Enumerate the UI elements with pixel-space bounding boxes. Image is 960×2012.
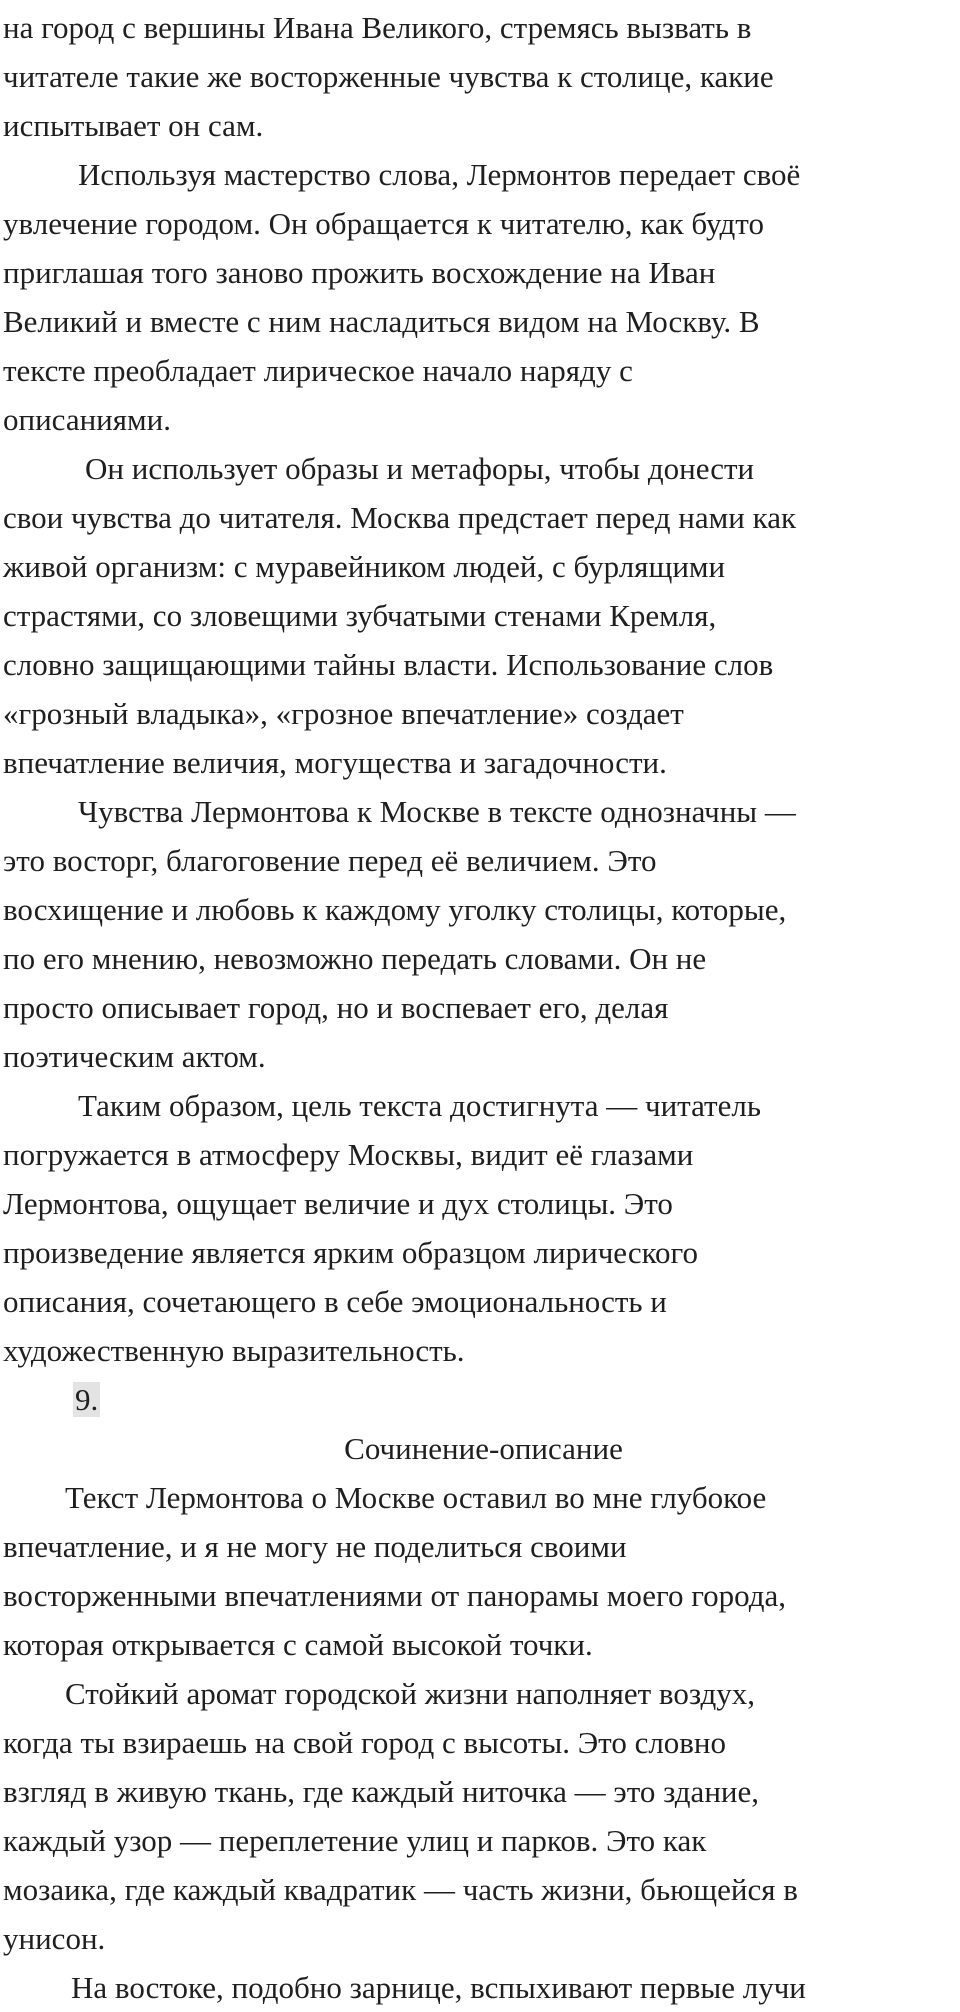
document-text [3, 3, 958, 2012]
text-line: по его мнению, невозможно передать словами. Он не [3, 941, 707, 976]
text-line: впечатление величия, могущества и загадочности. [3, 745, 667, 780]
text-line: испытывает он сам. [3, 108, 264, 143]
text-line: взгляд в живую ткань, где каждый ниточка — это здание, [3, 1774, 760, 1809]
essay-paragraph [3, 1963, 958, 2012]
essay-paragraph [3, 1473, 958, 1669]
text-line: «грозный владыка», «грозное впечатление» создает [3, 696, 684, 731]
text-line: словно защищающими тайны власти. Использование слов [3, 647, 774, 682]
text-line: погружается в атмосферу Москвы, видит её глазами [3, 1137, 694, 1172]
text-line: на город с вершины Ивана Великого, стремясь вызвать в [3, 10, 752, 45]
text-line: восхищение и любовь к каждому уголку столицы, которые, [3, 892, 787, 927]
text-line: Лермонтова, ощущает величие и дух столицы. Это [3, 1186, 673, 1221]
paragraph [3, 444, 958, 787]
essay-paragraph [3, 1669, 958, 1963]
text-line: произведение является ярким образцом лирического [3, 1235, 699, 1270]
text-line: Великий и вместе с ним насладиться видом на Москву. В [3, 304, 760, 339]
text-line: мозаика, где каждый квадратик — часть жизни, бьющейся в [3, 1872, 798, 1907]
text-line: приглашая того заново прожить восхождение на Иван [3, 255, 716, 290]
paragraph [3, 787, 958, 1081]
text-line: тексте преобладает лирическое начало наряду с [3, 353, 633, 388]
paragraph [3, 150, 958, 444]
text-line: художественную выразительность. [3, 1333, 465, 1368]
essay-heading: Сочинение-описание [344, 1431, 623, 1466]
text-line: впечатление, и я не могу не поделиться своими [3, 1529, 627, 1564]
text-line: увлечение городом. Он обращается к читателю, как будто [3, 206, 764, 241]
text-line: Чувства Лермонтова к Москве в тексте однозначны — [78, 794, 796, 829]
task-number [3, 1375, 958, 1424]
text-line: страстями, со зловещими зубчатыми стенами Кремля, [3, 598, 717, 633]
text-line: Используя мастерство слова, Лермонтов передает своё [78, 157, 801, 192]
text-line: Текст Лермонтова о Москве оставил во мне глубокое [65, 1480, 767, 1515]
text-line: Он использует образы и метафоры, чтобы донести [85, 451, 755, 486]
text-line: Таким образом, цель текста достигнута — читатель [78, 1088, 761, 1123]
text-line: когда ты взираешь на свой город с высоты. Это словно [3, 1725, 727, 1760]
text-line: восторженными впечатлениями от панорамы моего города, [3, 1578, 787, 1613]
text-line: описаниями. [3, 402, 171, 437]
text-line: читателе такие же восторженные чувства к столице, какие [3, 59, 774, 94]
text-line: которая открывается с самой высокой точки. [3, 1627, 593, 1662]
task-number-label: 9. [75, 1382, 99, 1417]
text-line: свои чувства до читателя. Москва предстает перед нами как [3, 500, 797, 535]
text-line: описания, сочетающего в себе эмоциональность и [3, 1284, 667, 1319]
paragraph [3, 3, 958, 150]
text-line: На востоке, подобно зарнице, вспыхивают первые лучи [71, 1970, 806, 2005]
text-line: живой организм: с муравейником людей, с бурлящими [3, 549, 726, 584]
text-line: Стойкий аромат городской жизни наполняет воздух, [65, 1676, 756, 1711]
paragraph [3, 1081, 958, 1375]
text-line: просто описывает город, но и воспевает его, делая [3, 990, 669, 1025]
text-line: унисон. [3, 1921, 106, 1956]
text-line: это восторг, благоговение перед её величием. Это [3, 843, 657, 878]
text-line: поэтическим актом. [3, 1039, 266, 1074]
text-line: каждый узор — переплетение улиц и парков. Это как [3, 1823, 707, 1858]
